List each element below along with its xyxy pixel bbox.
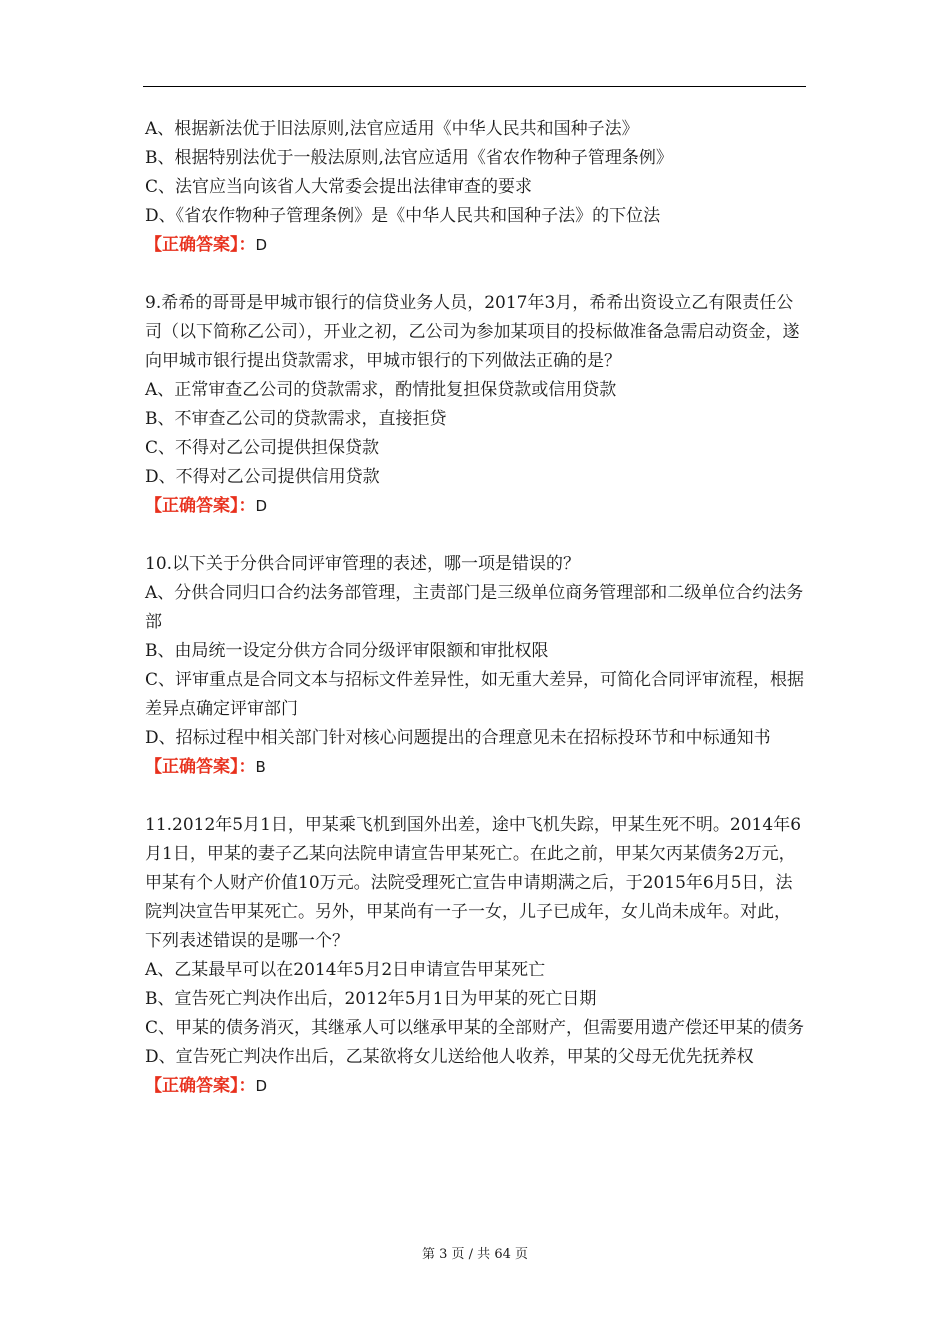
page-footer — [0, 1243, 950, 1262]
answer-label: 【正确答案】： — [145, 235, 256, 255]
option-b: B、不审查乙公司的贷款需求，直接拒贷 — [145, 409, 447, 429]
option-a: A、正常审查乙公司的贷款需求，酌情批复担保贷款或信用贷款 — [145, 380, 617, 400]
correct-answer — [145, 753, 807, 782]
question-10-block — [145, 550, 807, 782]
option-c: C、评审重点是合同文本与招标文件差异性，如无重大差异，可简化合同评审流程，根据差异点确定评审部门 — [145, 670, 805, 719]
answer-value: D — [255, 1077, 268, 1095]
option-a: A、根据新法优于旧法原则,法官应适用《中华人民共和国种子法》 — [145, 119, 639, 139]
question-11-block — [145, 811, 807, 1101]
header-rule — [143, 86, 806, 87]
option-a: A、分供合同归口合约法务部管理，主责部门是三级单位商务管理部和二级单位合约法务部 — [145, 583, 804, 632]
answer-value: D — [255, 236, 268, 254]
question-8-block — [145, 115, 807, 260]
option-c: C、法官应当向该省人大常委会提出法律审查的要求 — [145, 177, 533, 197]
question-9-block — [145, 289, 807, 521]
answer-label: 【正确答案】： — [145, 757, 256, 777]
correct-answer — [145, 231, 807, 260]
option-d: D、不得对乙公司提供信用贷款 — [145, 467, 380, 487]
option-b: B、宣告死亡判决作出后，2012年5月1日为甲某的死亡日期 — [145, 989, 597, 1009]
option-d: D、宣告死亡判决作出后，乙某欲将女儿送给他人收养，甲某的父母无优先抚养权 — [145, 1047, 754, 1067]
question-stem: 11.2012年5月1日，甲某乘飞机到国外出差，途中飞机失踪，甲某生死不明。2014年6月1日，甲某的妻子乙某向法院申请宣告甲某死亡。在此之前，甲某欠丙某债务2万元，甲某有个人财产价值10万元。法院受理死亡宣告申请期满之后，于2015年6月5日，法院判决宣告甲某死亡。另外，甲某尚有一子一女，儿子已成年，女儿尚未成年。对此，下列表述错误的是哪一个？ — [145, 815, 802, 951]
correct-answer — [145, 1072, 807, 1101]
option-c: C、甲某的债务消灭，其继承人可以继承甲某的全部财产，但需要用遗产偿还甲某的债务 — [145, 1018, 805, 1038]
page-number: 第 3 页 / 共 64 页 — [422, 1247, 528, 1262]
option-d: D、招标过程中相关部门针对核心问题提出的合理意见未在招标投环节和中标通知书 — [145, 728, 771, 748]
correct-answer — [145, 492, 807, 521]
question-stem: 9.希希的哥哥是甲城市银行的信贷业务人员，2017年3月，希希出资设立乙有限责任公司（以下简称乙公司），开业之初，乙公司为参加某项目的投标做准备急需启动资金，遂向甲城市银行提出贷款需求，甲城市银行的下列做法正确的是？ — [145, 293, 800, 371]
option-c: C、不得对乙公司提供担保贷款 — [145, 438, 380, 458]
document-body — [145, 115, 807, 1101]
option-d: D、《省农作物种子管理条例》是《中华人民共和国种子法》的下位法 — [145, 206, 661, 226]
option-a: A、乙某最早可以在2014年5月2日申请宣告甲某死亡 — [145, 960, 546, 980]
option-b: B、根据特别法优于一般法原则,法官应适用《省农作物种子管理条例》 — [145, 148, 673, 168]
answer-value: D — [255, 497, 268, 515]
answer-value: B — [255, 758, 266, 776]
answer-label: 【正确答案】： — [145, 496, 256, 516]
answer-label: 【正确答案】： — [145, 1076, 256, 1096]
option-b: B、由局统一设定分供方合同分级评审限额和审批权限 — [145, 641, 549, 661]
question-stem: 10.以下关于分供合同评审管理的表述，哪一项是错误的？ — [145, 554, 581, 574]
